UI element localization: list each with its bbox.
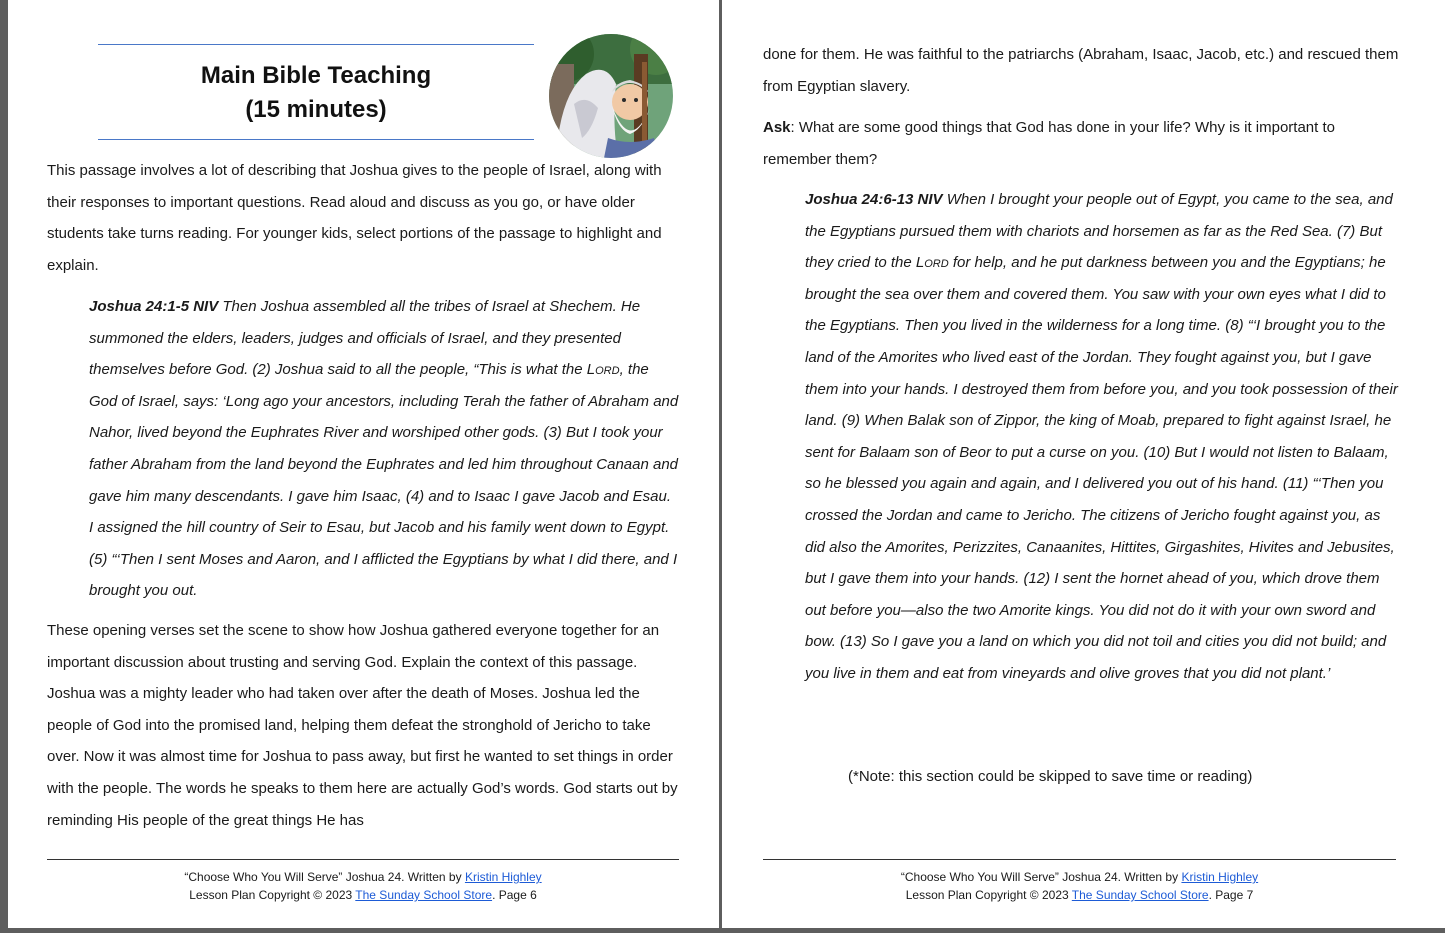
store-link[interactable]: The Sunday School Store: [355, 888, 493, 902]
author-link[interactable]: Kristin Highley: [464, 870, 542, 884]
footer-copyright-text: Lesson Plan Copyright © 2023: [189, 888, 356, 902]
scripture-text-b: for help, and he put darkness between you and the Egyptians; he brought the sea over them and covered them. You saw with your own eyes what I did to the Egyptians. Then you lived in the wilderness for a long time. (8) “‘I brought you to the land of the Amorites who lived east of the Jordan. They fought against you, but I gave them into your hands. I destroyed them from before you, and you took possession of their land. (9) When Balak son of Zippor, the king of Moab, prepared to fight against Israel, he sent for Balaam son of Beor to put a curse on you. (10) But I would not listen to Balaam, so he blessed you again and again, and I delivered you out of his hand. (11) “‘Then you crossed the Jordan and came to Jericho. The citizens of Jericho fought against you, as did also the Amorites, Perizzites, Canaanites, Hittites, Girgashites, Hivites and Jebusites, but I gave them into your hands. (12) I sent the hornet ahead of you, which drove them out before you—also the two Amorite kings. You did not do it with your own sword and bow. (13) So I gave you a land on which you did not toil and cities you did not build; and you live in them and eat from vineyards and olive groves that you did not plant.’: [805, 254, 1398, 682]
footer: [763, 868, 1396, 904]
footer-line-1: [47, 868, 679, 886]
ask-text: : What are some good things that God has done in your life? Why is it important to remember them?: [763, 119, 1335, 168]
skip-note: (*Note: this section could be skipped to save time or reading): [848, 768, 1253, 785]
continuation-paragraph: done for them. He was faithful to the patriarchs (Abraham, Isaac, Jacob, etc.) and rescued them from Egyptian slavery.: [763, 46, 1399, 95]
footer-line-2: [47, 886, 679, 904]
scripture-passage-6-13: [805, 184, 1399, 690]
ask-label: Ask: [763, 119, 791, 136]
ask-question: [763, 112, 1399, 175]
section-title: [98, 44, 534, 140]
lord-small-caps: Lord: [915, 254, 949, 272]
footer-title-text: “Choose Who You Will Serve” Joshua 24. Written by: [184, 870, 465, 884]
footer-line-2: [763, 886, 1396, 904]
page-number: . Page 7: [1208, 888, 1254, 902]
footer-divider: [763, 859, 1396, 860]
footer-copyright-text: Lesson Plan Copyright © 2023: [905, 888, 1072, 902]
author-link[interactable]: Kristin Highley: [1181, 870, 1259, 884]
scripture-passage-1-5: [89, 291, 679, 607]
footer-title-text: “Choose Who You Will Serve” Joshua 24. Written by: [900, 870, 1182, 884]
scripture-text-a: When I brought your people out of Egypt, you came to the sea, and the Egyptians pursued them with chariots and horsemen as far as the Red Sea. (7) But they cried to the: [805, 191, 1393, 272]
context-paragraph: These opening verses set the scene to show how Joshua gathered everyone together for an important discussion about trusting and serving God. Explain the context of this passage. Joshua was a mighty leader who had taken over after the death of Moses. Joshua led the people of God into the promised land, helping them defeat the stronghold of Jericho to take over. Now it was almost time for Joshua to pass away, but first he wanted to set things in order with the people. The words he speaks to them here are actually God’s words. God starts out by reminding His people of the great things He has: [47, 622, 678, 829]
scripture-text-b: , the God of Israel, says: ‘Long ago your ancestors, including Terah the father of Abraham and Nahor, lived beyond the Euphrates River and worshiped other gods. (3) But I took your father Abraham from the land beyond the Euphrates and led him throughout Canaan and gave him many descendants. I gave him Isaac, (4) and to Isaac I gave Jacob and Esau. I assigned the hill country of Seir to Esau, but Jacob and his family went down to Egypt. (5) “‘Then I sent Moses and Aaron, and I afflicted the Egyptians by what I did there, and I brought you out.: [89, 361, 679, 600]
joshua-illustration: [546, 34, 676, 158]
footer-divider: [47, 859, 679, 860]
footer: [47, 868, 679, 904]
scripture-reference: Joshua 24:6-13 NIV: [805, 191, 943, 208]
scripture-text-a: Then Joshua assembled all the tribes of Israel at Shechem. He summoned the elders, leaders, judges and officials of Israel, and they presented themselves before God. (2) Joshua said to all the people, “This is what the: [89, 298, 641, 379]
title-line-1: Main Bible Teaching: [200, 62, 432, 89]
scripture-reference: Joshua 24:1-5 NIV: [89, 298, 219, 315]
store-link[interactable]: The Sunday School Store: [1071, 888, 1209, 902]
page-7: [722, 0, 1445, 928]
page-number: . Page 6: [492, 888, 537, 902]
footer-line-1: [763, 868, 1396, 886]
intro-paragraph: This passage involves a lot of describing that Joshua gives to the people of Israel, along with their responses to important questions. Read aloud and discuss as you go, or have older students take turns reading. For younger kids, select portions of the passage to highlight and explain.: [47, 162, 662, 274]
title-line-2: (15 minutes): [245, 96, 387, 123]
lord-small-caps: Lord: [586, 361, 620, 379]
page-6: [8, 0, 719, 928]
